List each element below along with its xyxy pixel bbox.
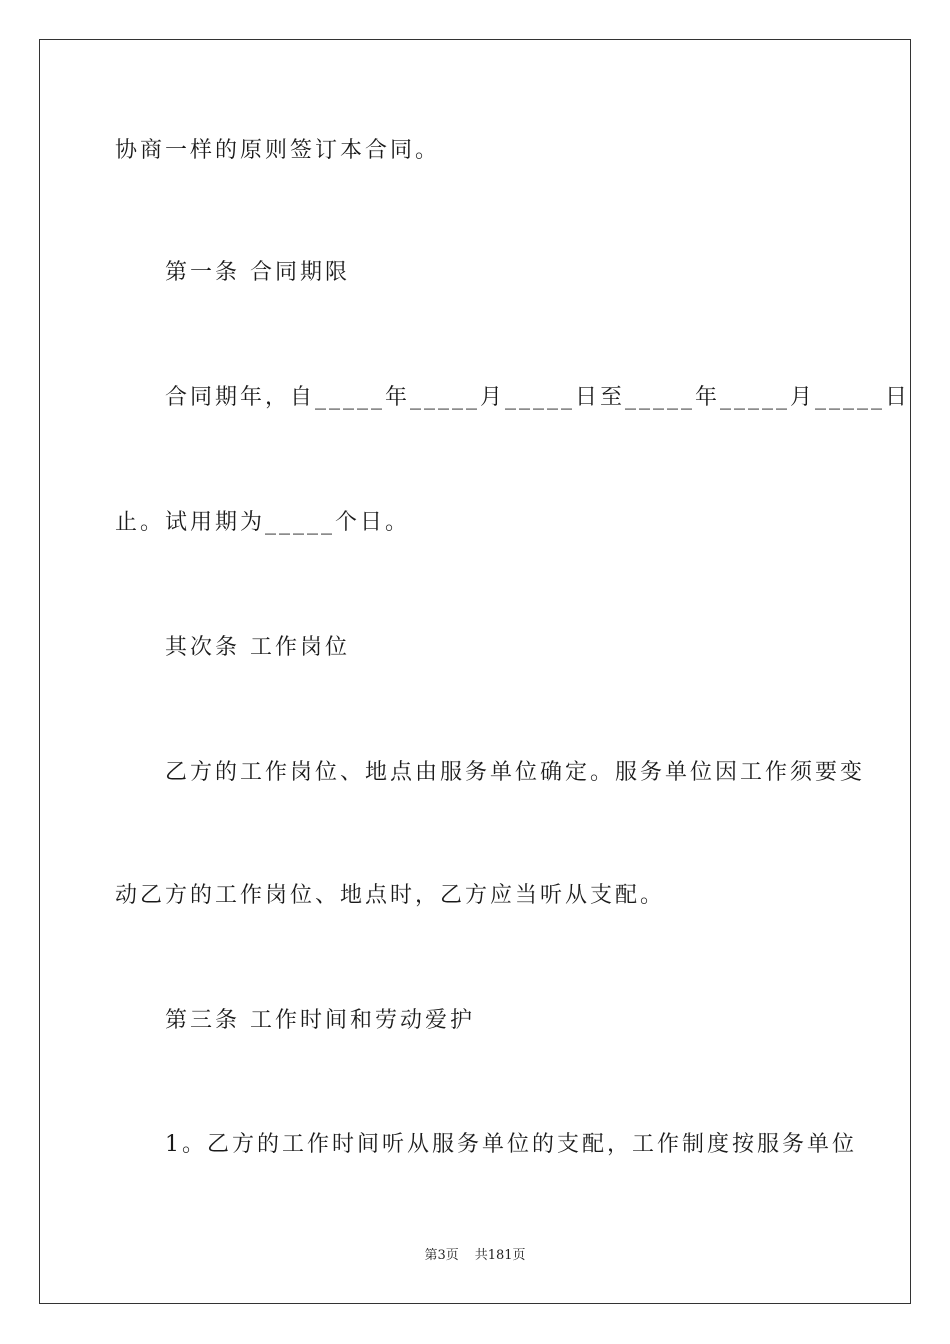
section-heading: 第一条 合同期限 — [165, 260, 350, 285]
section-heading: 第三条 工作时间和劳动爱护 — [165, 1008, 475, 1033]
total-pages: 共181页 — [474, 1248, 526, 1263]
page-frame — [39, 39, 911, 1304]
paragraph-line: 1。乙方的工作时间听从服务单位的支配，工作制度按服务单位 — [165, 1132, 857, 1157]
page-footer — [0, 1247, 950, 1265]
paragraph-line: 协商一样的原则签订本合同。 — [115, 138, 441, 163]
paragraph-line: 乙方的工作岗位、地点由服务单位确定。服务单位因工作须要变 — [165, 760, 866, 785]
paragraph-line: 动乙方的工作岗位、地点时，乙方应当听从支配。 — [115, 883, 666, 908]
paragraph-line: 合同期年，自_____年_____月_____日至_____年_____月_____日 — [165, 385, 911, 410]
section-heading: 其次条 工作岗位 — [165, 635, 350, 660]
page-number: 第3页 — [424, 1248, 459, 1263]
paragraph-line: 止。试用期为_____个日。 — [115, 510, 411, 535]
